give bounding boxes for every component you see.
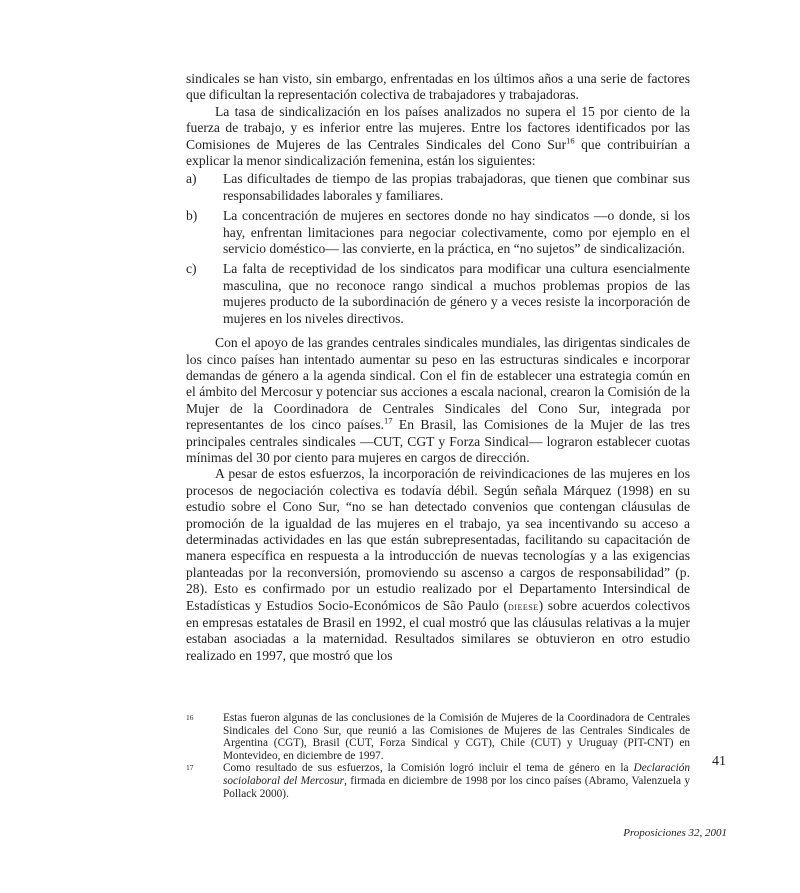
footnote-number: 17: [186, 763, 194, 773]
list-marker: a): [186, 171, 197, 187]
paragraph: [186, 335, 690, 466]
footnotes: [186, 712, 690, 800]
running-footer: Proposiciones 32, 2001: [623, 827, 727, 839]
paragraph-text: La tasa de sindicalización en los países analizados no supera el 15 por ciento de la fuerza de trabajo, y es inferior entre las mujeres. Entre los factores identificados por las Comisiones de Mujeres de las Centrales Sindicales del Cono Sur: [186, 103, 690, 152]
footnote-title: Declaración sociolaboral del Mercosur: [223, 762, 690, 787]
list-item: [186, 171, 690, 204]
footnote-text-part: , firmada en diciembre de 1998 por los cinco países (Abramo, Valenzuela y Pollack 2000).: [223, 774, 690, 800]
paragraph-text: En Brasil, las Comisiones de la Mujer de las tres principales centrales sindicales —CUT, CGT y Forza Sindical— lograron establecer cuotas mínimas del 30 por ciento para mujeres en cargos de dirección.: [186, 417, 690, 465]
footnote-reference: 16: [566, 135, 575, 146]
list-item-text: Las dificultades de tiempo de las propias trabajadoras, que tienen que combinar sus responsabilidades laborales y familiares.: [223, 171, 690, 203]
list-marker: c): [186, 261, 197, 277]
footnote-number: 16: [186, 713, 194, 722]
paragraph: [186, 104, 690, 170]
footnote-text: Estas fueron algunas de las conclusiones de la Comisión de Mujeres de la Coordinadora de Centrales Sindicales del Cono Sur, que reunió a las Comisiones de Mujeres de las Centrales Sindicales de Argentina (CGT), Brasil (CUT, Forza Sindical y CGT), Chile (CUT) y Uruguay (PIT-CNT) en Montevideo, en diciembre de 1997.: [223, 712, 690, 762]
footnote-text-part: Como resultado de sus esfuerzos, la Comisión logró incluir el tema de género en la: [223, 762, 634, 775]
paragraph: [186, 466, 690, 664]
footnote: [186, 712, 690, 762]
list-item-text: La concentración de mujeres en sectores donde no hay sindicatos —o donde, si los hay, enfrentan limitaciones para negociar colectivamente, como por ejemplo en el servicio doméstico— las convierte, en la práctica, en “no sujetos” de sindicalización.: [223, 208, 690, 257]
list-item-text: La falta de receptividad de los sindicatos para modificar una cultura esencialmente masculina, que no reconoce rango sindical a muchos problemas propios de las mujeres producto de la subordinación de género y a veces resiste la incorporación de mujeres en los niveles directivos.: [223, 261, 690, 326]
list-item: [186, 261, 690, 327]
paragraph-text: ) sobre acuerdos colectivos en empresas estatales de Brasil en 1992, el cual mostró que las cláusulas relativas a la mujer estaban asociadas a la maternidad. Resultados similares se obtuvieron en otro estudio realizado en 1997, que mostró que los: [186, 597, 691, 663]
article-body: [186, 71, 690, 664]
page-number: 41: [712, 754, 726, 769]
paragraph-text: A pesar de estos esfuerzos, la incorporación de reivindicaciones de las mujeres en los procesos de negociación colectiva es todavía débil. Según señala Márquez (1998) en su estudio sobre el Cono Sur, “no se han detectado convenios que contengan cláusulas de promoción de la igualdad de las mujeres en el trabajo, ya sea incentivando su acceso a determinadas actividades en las que están subrepresentadas, facilitando su capacitación de manera específica en respuesta a la introducción de nuevas tecnologías y a las exigencias planteadas por la reconversión, promoviendo su ascenso a cargos de responsabilidad” (p. 28). Esto es confirmado por un estudio realizado por el Departamento Intersindical de Estadísticas y Estudios Socio-Económicos de São Paulo (: [186, 466, 690, 613]
factor-list: [186, 171, 690, 327]
paragraph: sindicales se han visto, sin embargo, enfrentadas en los últimos años a una serie de factores que dificultan la representación colectiva de trabajadores y trabajadoras.: [186, 71, 690, 103]
list-marker: b): [186, 208, 198, 224]
footnote-reference: 17: [384, 415, 393, 426]
list-item: [186, 208, 690, 257]
paragraph-text: que contribuirían a explicar la menor sindicalización femenina, están los siguientes:: [186, 136, 691, 169]
footnote: [186, 762, 690, 800]
paragraph-text: Con el apoyo de las grandes centrales sindicales mundiales, las dirigentas sindicales de los cinco países han intentado aumentar su peso en las estructuras sindicales e incorporar demandas de género a la agenda sindical. Con el fin de establecer una estrategia común en el ámbito del Mercosur y potenciar sus acciones a escala nacional, crearon la Comisión de la Mujer de la Coordinadora de Centrales Sindicales del Cono Sur, integrada por representantes de los cinco países.: [186, 335, 690, 433]
footnote-text: [223, 762, 690, 800]
abbreviation: dieese: [508, 600, 539, 613]
